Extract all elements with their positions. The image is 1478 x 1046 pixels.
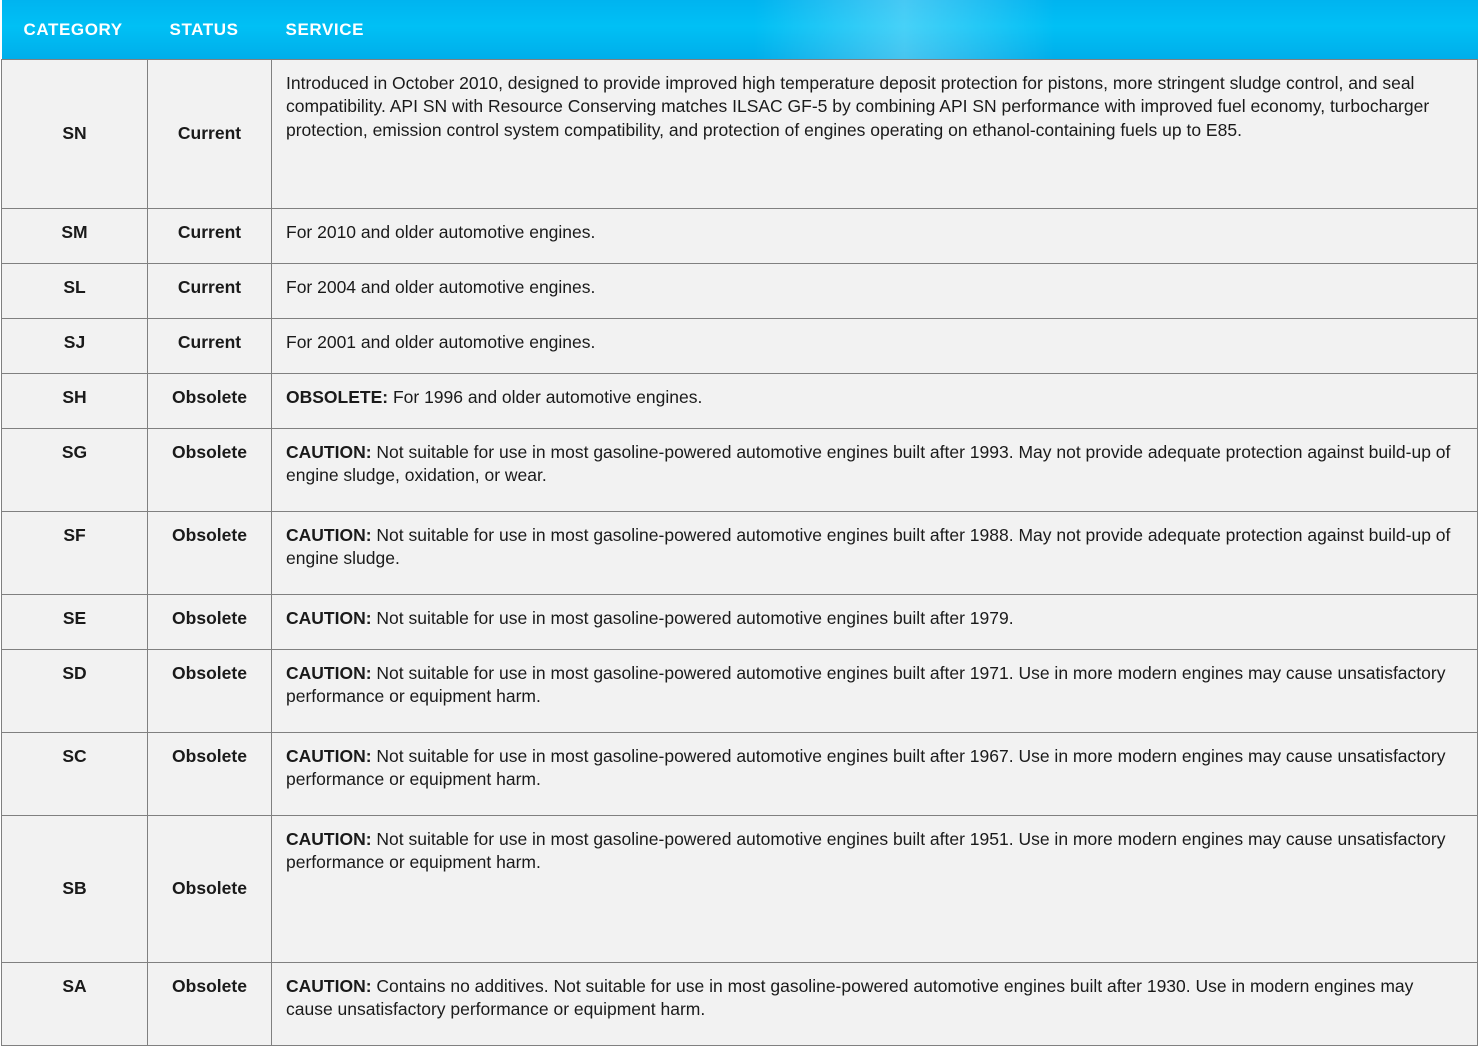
service-description: Not suitable for use in most gasoline-powered automotive engines built after 1971. Use in more modern engines may cause unsatisfactory performance or equipment harm. — [286, 663, 1446, 707]
service-description: For 1996 and older automotive engines. — [388, 387, 703, 407]
cell-service — [272, 512, 1478, 595]
table-row — [2, 733, 1478, 816]
column-header-status: STATUS — [148, 0, 272, 60]
cell-service — [272, 595, 1478, 650]
cell-service — [272, 319, 1478, 374]
service-description: Not suitable for use in most gasoline-powered automotive engines built after 1979. — [371, 608, 1014, 628]
cell-category: SC — [2, 733, 148, 816]
column-header-service: SERVICE — [272, 0, 1478, 60]
cell-service — [272, 963, 1478, 1046]
service-lead-label: OBSOLETE: — [286, 387, 389, 407]
service-description: Not suitable for use in most gasoline-powered automotive engines built after 1951. Use in more modern engines may cause unsatisfactory performance or equipment harm. — [286, 829, 1446, 873]
cell-category: SJ — [2, 319, 148, 374]
table-row — [2, 264, 1478, 319]
service-lead-label: CAUTION: — [286, 746, 372, 766]
cell-category: SN — [2, 60, 148, 209]
cell-status: Current — [148, 60, 272, 209]
service-lead-label: CAUTION: — [286, 663, 372, 683]
table-row — [2, 963, 1478, 1046]
service-lead-label: CAUTION: — [286, 442, 372, 462]
service-description: Not suitable for use in most gasoline-powered automotive engines built after 1988. May not provide adequate protection against build-up of engine sludge. — [286, 525, 1451, 569]
cell-service — [272, 60, 1478, 209]
service-lead-label: CAUTION: — [286, 525, 372, 545]
cell-category: SE — [2, 595, 148, 650]
service-description: Not suitable for use in most gasoline-powered automotive engines built after 1967. Use in more modern engines may cause unsatisfactory performance or equipment harm. — [286, 746, 1446, 790]
table-row — [2, 319, 1478, 374]
cell-status: Obsolete — [148, 816, 272, 963]
cell-service — [272, 733, 1478, 816]
cell-status: Current — [148, 209, 272, 264]
service-description: Not suitable for use in most gasoline-powered automotive engines built after 1993. May not provide adequate protection against build-up of engine sludge, oxidation, or wear. — [286, 442, 1451, 486]
service-description: For 2004 and older automotive engines. — [286, 277, 596, 297]
cell-status: Obsolete — [148, 429, 272, 512]
cell-service — [272, 650, 1478, 733]
table-header — [2, 0, 1478, 60]
cell-service — [272, 209, 1478, 264]
table-body — [2, 60, 1478, 1046]
cell-category: SA — [2, 963, 148, 1046]
cell-service — [272, 374, 1478, 429]
cell-category: SB — [2, 816, 148, 963]
table-row — [2, 816, 1478, 963]
cell-status: Obsolete — [148, 963, 272, 1046]
cell-category: SD — [2, 650, 148, 733]
cell-service — [272, 264, 1478, 319]
column-header-category: CATEGORY — [2, 0, 148, 60]
service-description: For 2010 and older automotive engines. — [286, 222, 596, 242]
service-description: For 2001 and older automotive engines. — [286, 332, 596, 352]
service-lead-label: CAUTION: — [286, 976, 372, 996]
cell-service — [272, 816, 1478, 963]
table-row — [2, 429, 1478, 512]
table-row — [2, 374, 1478, 429]
table-row — [2, 595, 1478, 650]
table-row — [2, 60, 1478, 209]
cell-status: Obsolete — [148, 374, 272, 429]
cell-category: SF — [2, 512, 148, 595]
cell-category: SG — [2, 429, 148, 512]
table-row — [2, 209, 1478, 264]
cell-status: Obsolete — [148, 650, 272, 733]
cell-service — [272, 429, 1478, 512]
table-row — [2, 512, 1478, 595]
service-lead-label: CAUTION: — [286, 608, 372, 628]
cell-status: Current — [148, 319, 272, 374]
table-header-row — [2, 0, 1478, 60]
service-lead-label: CAUTION: — [286, 829, 372, 849]
cell-category: SH — [2, 374, 148, 429]
cell-category: SM — [2, 209, 148, 264]
cell-category: SL — [2, 264, 148, 319]
table-row — [2, 650, 1478, 733]
service-description: Contains no additives. Not suitable for use in most gasoline-powered automotive engines built after 1930. Use in modern engines may cause unsatisfactory performance or equipment harm. — [286, 976, 1414, 1020]
cell-status: Current — [148, 264, 272, 319]
cell-status: Obsolete — [148, 512, 272, 595]
cell-status: Obsolete — [148, 595, 272, 650]
service-description: Introduced in October 2010, designed to provide improved high temperature deposit protection for pistons, more stringent sludge control, and seal compatibility. API SN with Resource Conserving matches ILSAC GF-5 by combining API SN performance with improved fuel economy, turbocharger protection, emission control system compatibility, and protection of engines operating on ethanol-containing fuels up to E85. — [286, 73, 1430, 140]
cell-status: Obsolete — [148, 733, 272, 816]
api-service-categories-table — [1, 0, 1478, 1046]
